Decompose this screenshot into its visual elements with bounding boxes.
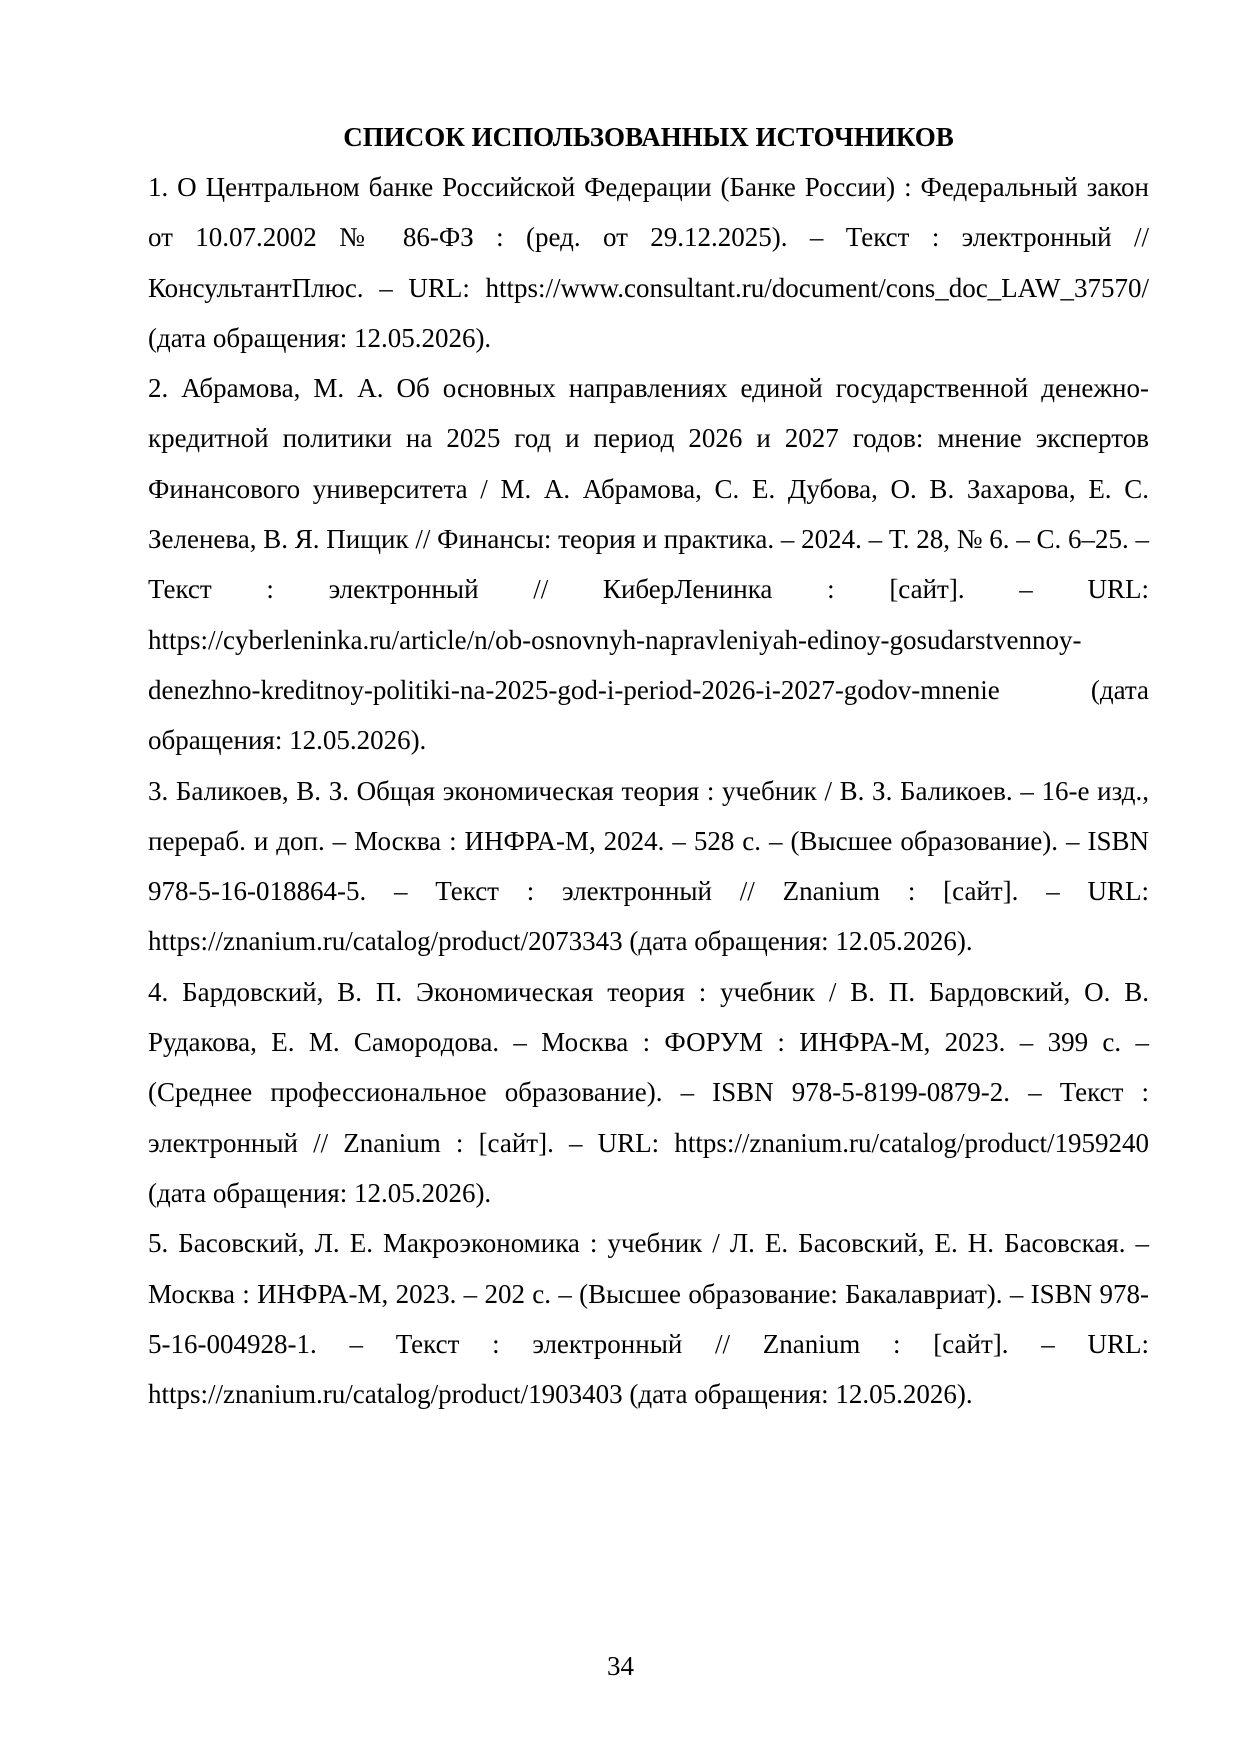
page-content <box>148 112 1149 1419</box>
reference-item: 3. Баликоев, В. З. Общая экономическая теория : учебник / В. З. Баликоев. – 16-е изд., перераб. и доп. – Москва : ИНФРА-М, 2024. – 528 с. – (Высшее образование). – ISBN 978-5-16-018864-5. – Текст : электронный // Znanium : [сайт]. – URL: https://znanium.ru/catalog/product/2073343 (дата обращения: 12.05.2026). <box>148 775 1149 957</box>
reference-item: 5. Басовский, Л. Е. Макроэкономика : учебник / Л. Е. Басовский, Е. Н. Басовская. – Москва : ИНФРА-М, 2023. – 202 с. – (Высшее образование: Бакалавриат). – ISBN 978-5-16-004928-1. – Текст : электронный // Znanium : [сайт]. – URL: https://znanium.ru/catalog/product/1903403 (дата обращения: 12.05.2026). <box>148 1228 1149 1410</box>
page-number: 34 <box>607 1651 634 1681</box>
reference-item: 2. Абрамова, М. А. Об основных направлениях единой государственной денежно-кредитной политики на 2025 год и период 2026 и 2027 годов: мнение экспертов Финансового университета / М. А. Абрамова, С. Е. Дубова, О. В. Захарова, Е. С. Зеленева, В. Я. Пищик // Финансы: теория и практика. – 2024. – Т. 28, № 6. – С. 6–25. – Текст : электронный // КиберЛенинка : [сайт]. – URL: https://cyberleninka.ru/article/n/ob-osnovnyh-napravleniyah-edinoy-gosudarstvennoy-denezhno-kreditnoy-politiki-na-2025-god-i-period-2026-i-2027-godov-mnenie (дата обращения: 12.05.2026). <box>148 373 1149 756</box>
reference-item: 4. Бардовский, В. П. Экономическая теория : учебник / В. П. Бардовский, О. В. Рудакова, Е. М. Самородова. – Москва : ФОРУМ : ИНФРА-М, 2023. – 399 с. – (Среднее профессиональное образование). – ISBN 978-5-8199-0879-2. – Текст : электронный // Znanium : [сайт]. – URL: https://znanium.ru/catalog/product/1959240 (дата обращения: 12.05.2026). <box>148 976 1149 1208</box>
reference-item: 1. О Центральном банке Российской Федерации (Банке России) : Федеральный закон от 10.07.2002 № 86-ФЗ : (ред. от 29.12.2025). – Текст : электронный // КонсультантПлюс. – URL: https://www.consultant.ru/document/cons_doc_LAW_37570/ (дата обращения: 12.05.2026). <box>148 172 1149 353</box>
reference-list <box>148 162 1149 1419</box>
page-title: СПИСОК ИСПОЛЬЗОВАННЫХ ИСТОЧНИКОВ <box>343 122 954 152</box>
